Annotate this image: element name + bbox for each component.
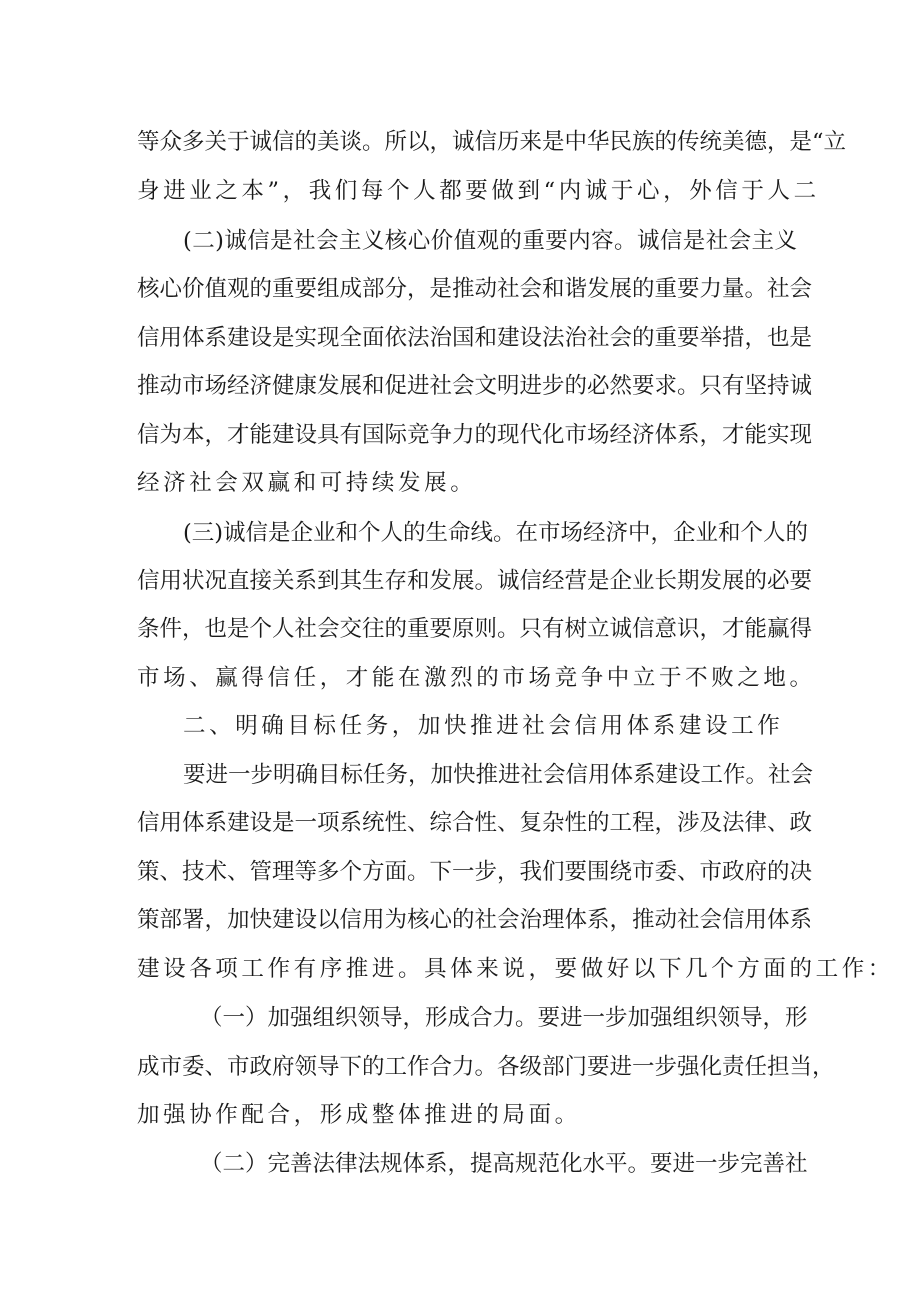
paragraph-heading: (二)诚信是社会主义核心价值观的重要内容。诚信是社会主义 [183,228,797,254]
text-line: 建设各项工作有序推进。具体来说，要做好以下几个方面的工作： [137,956,894,982]
text-line: 成市委、市政府领导下的工作合力。各级部门要进一步强化责任担当， [137,1054,835,1080]
text-line: 加强协作配合，形成整体推进的局面。 [137,1102,581,1128]
text-line: 信用体系建设是实现全面依法治国和建设法治社会的重要举措，也是 [137,325,813,351]
text-line: 要进一步明确目标任务，加快推进社会信用体系建设工作。社会 [183,762,814,788]
text-line: 经济社会双赢和可持续发展。 [137,470,477,496]
paragraph-heading: (三)诚信是企业和个人的生命线。在市场经济中，企业和个人的 [183,520,809,546]
text-line: 推动市场经济健康发展和促进社会文明进步的必然要求。只有坚持诚 [137,373,813,399]
text-line: 等众多关于诚信的美谈。所以，诚信历来是中华民族的传统美德，是“立 [137,129,847,155]
section-heading: 二、明确目标任务，加快推进社会信用体系建设工作 [183,713,784,739]
text-line: 信用体系建设是一项系统性、综合性、复杂性的工程，涉及法律、政 [137,810,813,836]
text-line: 策、技术、管理等多个方面。下一步，我们要围绕市委、市政府的决 [137,859,813,885]
text-line: 策部署，加快建设以信用为核心的社会治理体系，推动社会信用体系 [137,907,813,933]
paragraph-heading: （二）完善法律法规体系，提高规范化水平。要进一步完善社 [200,1151,808,1177]
text-line: 市场、赢得信任，才能在激烈的市场竞争中立于不败之地。 [137,665,816,691]
paragraph-heading: （一）加强组织领导，形成合力。要进一步加强组织领导，形 [200,1005,808,1031]
text-line: 信用状况直接关系到其生存和发展。诚信经营是企业长期发展的必要 [137,568,813,594]
text-line: 信为本，才能建设具有国际竞争力的现代化市场经济体系，才能实现 [137,422,813,448]
text-line: 身进业之本”，我们每个人都要做到“内诚于心，外信于人二 [137,178,820,204]
text-line: 条件，也是个人社会交往的重要原则。只有树立诚信意识，才能赢得 [137,616,813,642]
text-line: 核心价值观的重要组成部分，是推动社会和谐发展的重要力量。社会 [137,276,813,302]
